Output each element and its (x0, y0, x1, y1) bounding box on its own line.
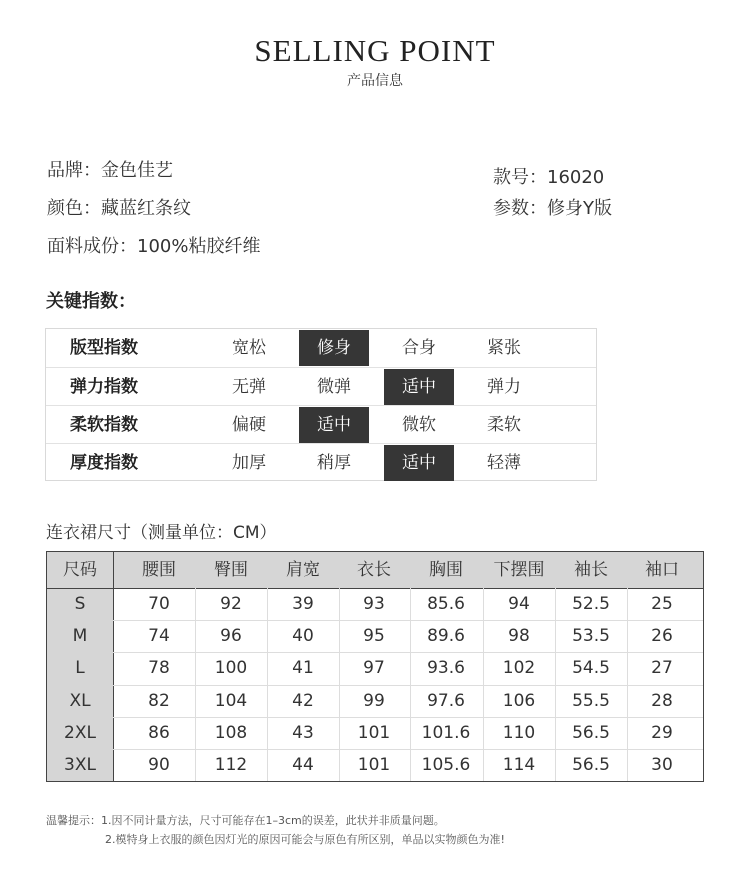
size-chart-value-cell: 27 (651, 658, 673, 678)
size-chart-header-cell: 腰围 (142, 560, 176, 580)
size-chart-header-cell: 臀围 (214, 560, 248, 580)
size-chart-header-cell: 衣长 (357, 560, 391, 580)
size-chart-value-cell: 102 (502, 658, 536, 678)
size-chart-header-cell: 肩宽 (286, 560, 320, 580)
key-index-option: 合身 (402, 338, 436, 358)
size-chart-value-cell: 104 (214, 691, 248, 711)
size-chart-table (46, 551, 704, 782)
key-index-option-selected: 修身 (299, 330, 369, 366)
size-chart-value-cell: 40 (292, 626, 314, 646)
size-chart-value-cell: 90 (148, 755, 170, 775)
size-chart-value-cell: 43 (292, 723, 314, 743)
size-chart-value-cell: 89.6 (427, 626, 465, 646)
key-index-option: 柔软 (487, 415, 521, 435)
size-chart-size-cell: L (75, 658, 85, 678)
key-index-table (45, 328, 597, 481)
size-chart-value-cell: 106 (502, 691, 536, 711)
key-index-row (46, 443, 596, 482)
size-chart-value-cell: 78 (148, 658, 170, 678)
size-chart-value-cell: 56.5 (572, 723, 610, 743)
page-subtitle: 产品信息 (347, 73, 403, 89)
size-chart-value-cell: 98 (508, 626, 530, 646)
key-index-option: 微软 (402, 415, 436, 435)
size-chart-value-cell: 108 (214, 723, 248, 743)
size-chart-value-cell: 86 (148, 723, 170, 743)
size-chart-header-cell: 袖口 (645, 560, 679, 580)
key-index-label: 弹力指数 (70, 377, 138, 397)
color-info: 颜色：藏蓝红条纹 (47, 198, 191, 219)
brand-info: 品牌：金色佳艺 (47, 160, 173, 181)
size-chart-size-cell: M (72, 626, 88, 646)
size-chart-value-cell: 41 (292, 658, 314, 678)
size-chart-heading: 连衣裙尺寸（测量单位：CM） (46, 523, 277, 543)
size-chart-header-cell: 袖长 (574, 560, 608, 580)
key-index-label: 厚度指数 (70, 453, 138, 473)
size-chart-value-cell: 101 (357, 755, 391, 775)
size-chart-value-cell: 93.6 (427, 658, 465, 678)
size-chart-header-cell: 胸围 (429, 560, 463, 580)
param-info: 参数：修身Y版 (493, 198, 612, 219)
size-chart-value-cell: 96 (220, 626, 242, 646)
page-title: SELLING POINT (254, 33, 496, 68)
key-index-option: 稍厚 (317, 453, 351, 473)
key-index-heading: 关键指数： (46, 291, 136, 312)
size-chart-size-cell: 3XL (64, 755, 96, 775)
size-chart-value-cell: 99 (363, 691, 385, 711)
size-chart-value-cell: 110 (502, 723, 536, 743)
size-chart-value-cell: 28 (651, 691, 673, 711)
size-chart-size-cell: XL (69, 691, 91, 711)
size-chart-value-cell: 97 (363, 658, 385, 678)
size-chart-value-cell: 70 (148, 594, 170, 614)
size-chart-value-cell: 26 (651, 626, 673, 646)
style-number-info: 款号：16020 (493, 167, 605, 188)
size-chart-size-cell: S (74, 594, 86, 614)
size-chart-value-cell: 93 (363, 594, 385, 614)
size-chart-value-cell: 29 (651, 723, 673, 743)
size-chart-value-cell: 52.5 (572, 594, 610, 614)
key-index-option: 宽松 (232, 338, 266, 358)
fabric-info: 面料成份：100%粘胶纤维 (47, 236, 261, 257)
key-index-row (46, 367, 596, 406)
key-index-option: 紧张 (487, 338, 521, 358)
size-chart-value-cell: 114 (502, 755, 536, 775)
size-chart-value-cell: 82 (148, 691, 170, 711)
size-chart-value-cell: 112 (214, 755, 248, 775)
size-chart-value-cell: 44 (292, 755, 314, 775)
size-chart-value-cell: 25 (651, 594, 673, 614)
key-index-label: 柔软指数 (70, 415, 138, 435)
key-index-option: 弹力 (487, 377, 521, 397)
size-chart-value-cell: 54.5 (572, 658, 610, 678)
size-chart-value-cell: 85.6 (427, 594, 465, 614)
size-chart-value-cell: 39 (292, 594, 314, 614)
key-index-row (46, 405, 596, 444)
key-index-option: 加厚 (232, 453, 266, 473)
size-chart-value-cell: 100 (214, 658, 248, 678)
size-chart-value-cell: 53.5 (572, 626, 610, 646)
size-chart-value-cell: 56.5 (572, 755, 610, 775)
size-chart-header-cell: 尺码 (63, 560, 97, 580)
key-index-row (46, 329, 596, 367)
size-chart-value-cell: 101 (357, 723, 391, 743)
size-chart-value-cell: 74 (148, 626, 170, 646)
key-index-option: 轻薄 (487, 453, 521, 473)
tip-note-1: 温馨提示：1.因不同计量方法，尺寸可能存在1–3cm的误差，此状并非质量问题。 (46, 814, 445, 827)
size-chart-size-cell: 2XL (64, 723, 96, 743)
key-index-option: 偏硬 (232, 415, 266, 435)
size-chart-value-cell: 101.6 (421, 723, 471, 743)
size-chart-header-cell: 下摆围 (493, 560, 545, 580)
key-index-option: 无弹 (232, 377, 266, 397)
key-index-option-selected: 适中 (299, 407, 369, 443)
key-index-label: 版型指数 (70, 338, 138, 358)
size-chart-value-cell: 92 (220, 594, 242, 614)
size-chart-value-cell: 95 (363, 626, 385, 646)
tip-note-2: 2.模特身上衣服的颜色因灯光的原因可能会与原色有所区别，单品以实物颜色为准! (105, 833, 505, 846)
size-chart-value-cell: 30 (651, 755, 673, 775)
size-chart-value-cell: 55.5 (572, 691, 610, 711)
size-chart-value-cell: 97.6 (427, 691, 465, 711)
key-index-option-selected: 适中 (384, 445, 454, 481)
size-chart-value-cell: 105.6 (421, 755, 471, 775)
key-index-option-selected: 适中 (384, 369, 454, 405)
size-chart-value-cell: 42 (292, 691, 314, 711)
size-chart-value-cell: 94 (508, 594, 530, 614)
key-index-option: 微弹 (317, 377, 351, 397)
